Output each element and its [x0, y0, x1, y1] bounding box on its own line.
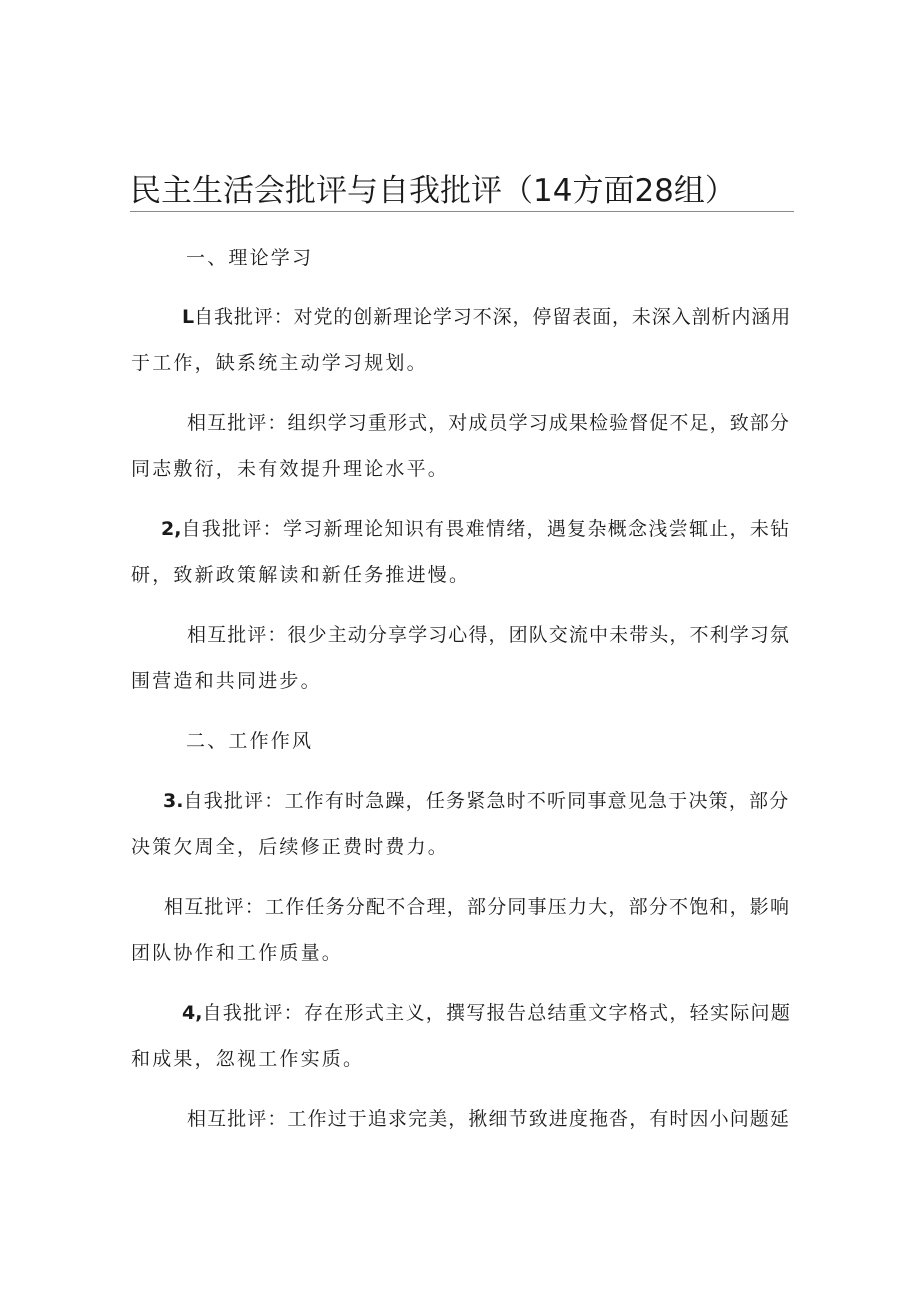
item-text: 自我批评：对党的创新理论学习不深，停留表面，未深入剖析内涵用 — [194, 306, 792, 328]
item-4-self-criticism-line2: 和成果，忽视工作实质。 — [131, 1048, 365, 1070]
item-number: 4, — [182, 1002, 203, 1024]
item-1-mutual-criticism-line2: 同志敷衍，未有效提升理论水平。 — [131, 458, 450, 480]
item-text: 自我批评：存在形式主义，撰写报告总结重文字格式，轻实际问题 — [202, 1002, 792, 1024]
item-3-mutual-criticism-line2: 团队协作和工作质量。 — [131, 942, 344, 964]
item-text: 自我批评：工作有时急躁，任务紧急时不听同事意见急于决策，部分 — [183, 790, 790, 812]
item-text: 自我批评：学习新理论知识有畏难情绪，遇复杂概念浅尝辄止，未钻 — [181, 518, 791, 540]
item-1-mutual-criticism-line1: 相互批评：组织学习重形式，对成员学习成果检验督促不足，致部分 — [187, 412, 791, 434]
item-3-self-criticism-line2: 决策欠周全，后续修正费时费力。 — [131, 836, 450, 858]
item-3-self-criticism-line1 — [163, 788, 789, 814]
item-1-self-criticism-line2: 于工作，缺系统主动学习规划。 — [131, 352, 428, 374]
item-number: 2, — [161, 518, 182, 540]
item-3-mutual-criticism-line1: 相互批评：工作任务分配不合理，部分同事压力大，部分不饱和，影响 — [164, 896, 791, 918]
item-number: 3. — [163, 790, 184, 812]
item-1-self-criticism-line1 — [182, 304, 791, 330]
document-title: 民主生活会批评与自我批评（14方面28组） — [130, 173, 736, 209]
title-underline — [130, 211, 794, 212]
section-heading-2: 二、工作作风 — [186, 730, 314, 752]
item-4-mutual-criticism-line1: 相互批评：工作过于追求完美，揪细节致进度拖沓，有时因小问题延 — [187, 1108, 791, 1130]
section-heading-1: 一、理论学习 — [186, 247, 314, 269]
item-2-mutual-criticism-line2: 围营造和共同进步。 — [131, 670, 322, 692]
item-2-mutual-criticism-line1: 相互批评：很少主动分享学习心得，团队交流中未带头，不利学习氛 — [187, 624, 791, 646]
item-4-self-criticism-line1 — [182, 1000, 791, 1026]
item-number: L — [182, 306, 195, 328]
item-2-self-criticism-line1 — [161, 516, 790, 542]
item-2-self-criticism-line2: 研，致新政策解读和新任务推进慢。 — [131, 564, 471, 586]
